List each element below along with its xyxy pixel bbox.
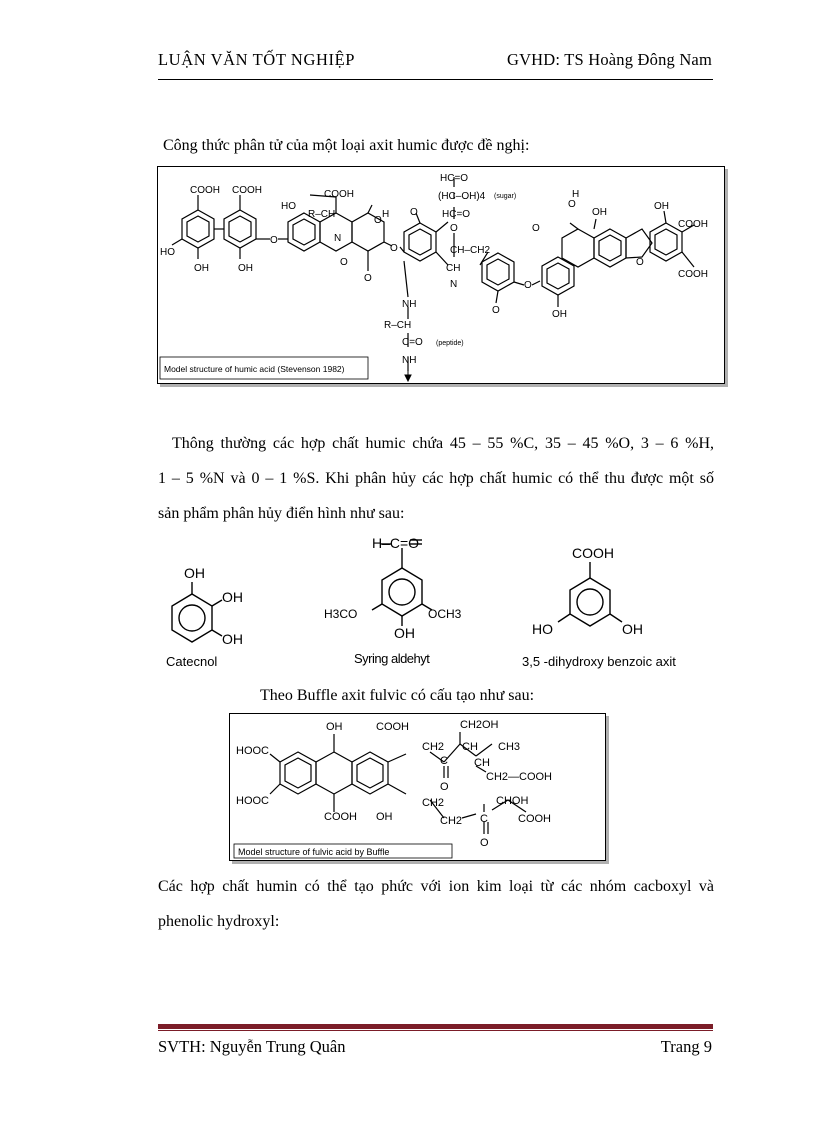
footer-divider-thick [158,1024,713,1029]
benzoic-oh: OH [622,621,643,637]
fulvic-ch2-2: CH2 [422,797,445,809]
footer-student: SVTH: Nguyễn Trung Quân [158,1037,346,1056]
label-cooh-5: COOH [678,269,708,280]
syring-h-c-o: H–C=O [372,535,420,551]
label-o-8: O [492,305,500,316]
label-nh-1: NH [402,299,417,310]
label-nh-2: NH [402,355,417,366]
catecnol-name: Catecnol [166,654,218,669]
label-o-4: O [364,273,372,284]
humic-acid-structure-diagram [158,167,724,383]
label-cooh-2: COOH [232,185,262,196]
benzoic-cooh: COOH [572,545,614,561]
label-oh-1: OH [194,263,209,274]
paragraph-line-3: sản phẩm phân hủy điển hình như sau: [158,505,405,522]
catecnol-oh-3: OH [222,631,243,647]
label-r-ch-2: R–CH [384,320,412,331]
label-ch: CH [446,263,461,274]
label-r-ch: R–CH [308,209,336,220]
catecnol-oh-2: OH [222,589,243,605]
fulvic-ch3: CH3 [498,741,521,753]
closing-line-2: phenolic hydroxyl: [158,913,280,930]
fulvic-ch2-cooh: CH2—COOH [486,771,553,783]
label-o-2: O [374,215,382,226]
label-o-9: O [524,280,532,291]
paragraph-line-2: 1 – 5 %N và 0 – 1 %S. Khi phân hủy các hợp chất humic có thể thu được một số [158,470,714,487]
fulvic-cooh-bottom: COOH [324,811,357,823]
naphthalene-ring-2 [316,752,352,794]
fulvic-oh-top: OH [326,721,343,733]
label-oh-4: OH [592,207,607,218]
label-ho-2: HO [160,247,175,258]
footer-page-number: Trang 9 [660,1037,712,1056]
fulvic-hooc-1: HOOC [236,745,269,757]
label-o-12: O [636,257,644,268]
fulvic-ch2oh: CH2OH [460,719,499,731]
label-o-5: O [390,243,398,254]
fulvic-hooc-2: HOOC [236,795,269,807]
decomposition-products [158,530,718,670]
benzoic-ring [570,578,610,626]
benzoic-ho: HO [532,621,553,637]
fulvic-acid-structure-diagram [230,714,605,860]
label-o-10: O [532,223,540,234]
fulvic-acid-figure [229,713,606,861]
label-cooh-1: COOH [190,185,220,196]
label-o-11: O [568,199,576,210]
label-peptide: (peptide) [436,340,464,347]
label-c-o: C=O [402,337,423,348]
syring-och3: OCH3 [428,607,462,621]
label-n-1: N [334,233,342,244]
fulvic-intro-text: Theo Buffle axit fulvic có cấu tạo như sau: [260,687,535,704]
fulvic-figure-caption: Model structure of fulvic acid by Buffle [238,847,390,857]
label-ch-ch2: CH–CH2 [450,245,491,256]
catecnol-oh-1: OH [184,565,205,581]
label-o-1: O [270,235,278,246]
catecnol-ring [172,594,212,642]
label-h-1: H [382,209,390,220]
header-left-title: LUẬN VĂN TỐT NGHIỆP [158,50,356,69]
label-hc-oh4: (HC–OH)4 [438,191,486,202]
label-oh-2: OH [238,263,253,274]
header-right-advisor: GVHD: TS Hoàng Đông Nam [506,50,712,69]
syring-name: Syring aldehyt [354,651,430,666]
label-hc-o-2: HC=O [442,209,471,220]
label-h-2: H [572,189,580,200]
label-hc-o-1: HC=O [440,173,469,184]
label-cooh-4: COOH [678,219,708,230]
fulvic-o-1: O [440,781,449,793]
humic-figure-caption: Model structure of humic acid (Stevenson 1982) [164,364,345,374]
furan-ring [626,229,652,258]
fulvic-ch2-1: CH2 [422,741,445,753]
fulvic-choh: CHOH [496,795,529,807]
label-n-2: N [450,279,458,290]
footer-divider-thin [158,1030,713,1031]
ring-9 [562,229,594,267]
label-o-6: O [410,207,418,218]
label-oh-3: OH [552,309,567,320]
fulvic-ch-2: CH [474,757,490,769]
label-o-3: O [340,257,348,268]
fulvic-cooh-right: COOH [518,813,551,825]
humic-acid-figure [157,166,725,384]
syring-h3co: H3CO [324,607,358,621]
label-cooh-3: COOH [324,189,354,200]
fulvic-ch2-3: CH2 [440,815,463,827]
label-ho-1: HO [281,201,296,212]
paragraph-line-1: Thông thường các hợp chất humic chứa 45 – 55 %C, 35 – 45 %O, 3 – 6 %H, [172,435,714,452]
label-o-7: O [450,223,458,234]
products-diagram [158,530,718,670]
label-oh-5: OH [654,201,669,212]
benzoic-name: 3,5 -dihydroxy benzoic axit [522,654,676,669]
fulvic-c-2: C [480,813,488,825]
syring-oh: OH [394,625,415,641]
fulvic-oh-bottom: OH [376,811,393,823]
fulvic-o-2: O [480,837,489,849]
fulvic-ch-1: CH [462,741,478,753]
syring-ring [382,568,422,616]
fulvic-c-1: C [440,755,448,767]
label-sugar: (sugar) [494,193,517,200]
humic-intro-text: Công thức phân tử của một loại axit humic được đề nghị: [163,137,530,154]
fulvic-cooh-top: COOH [376,721,409,733]
closing-line-1: Các hợp chất humin có thể tạo phức với ion kim loại từ các nhóm cacboxyl và [158,878,714,895]
header-divider [158,79,713,80]
